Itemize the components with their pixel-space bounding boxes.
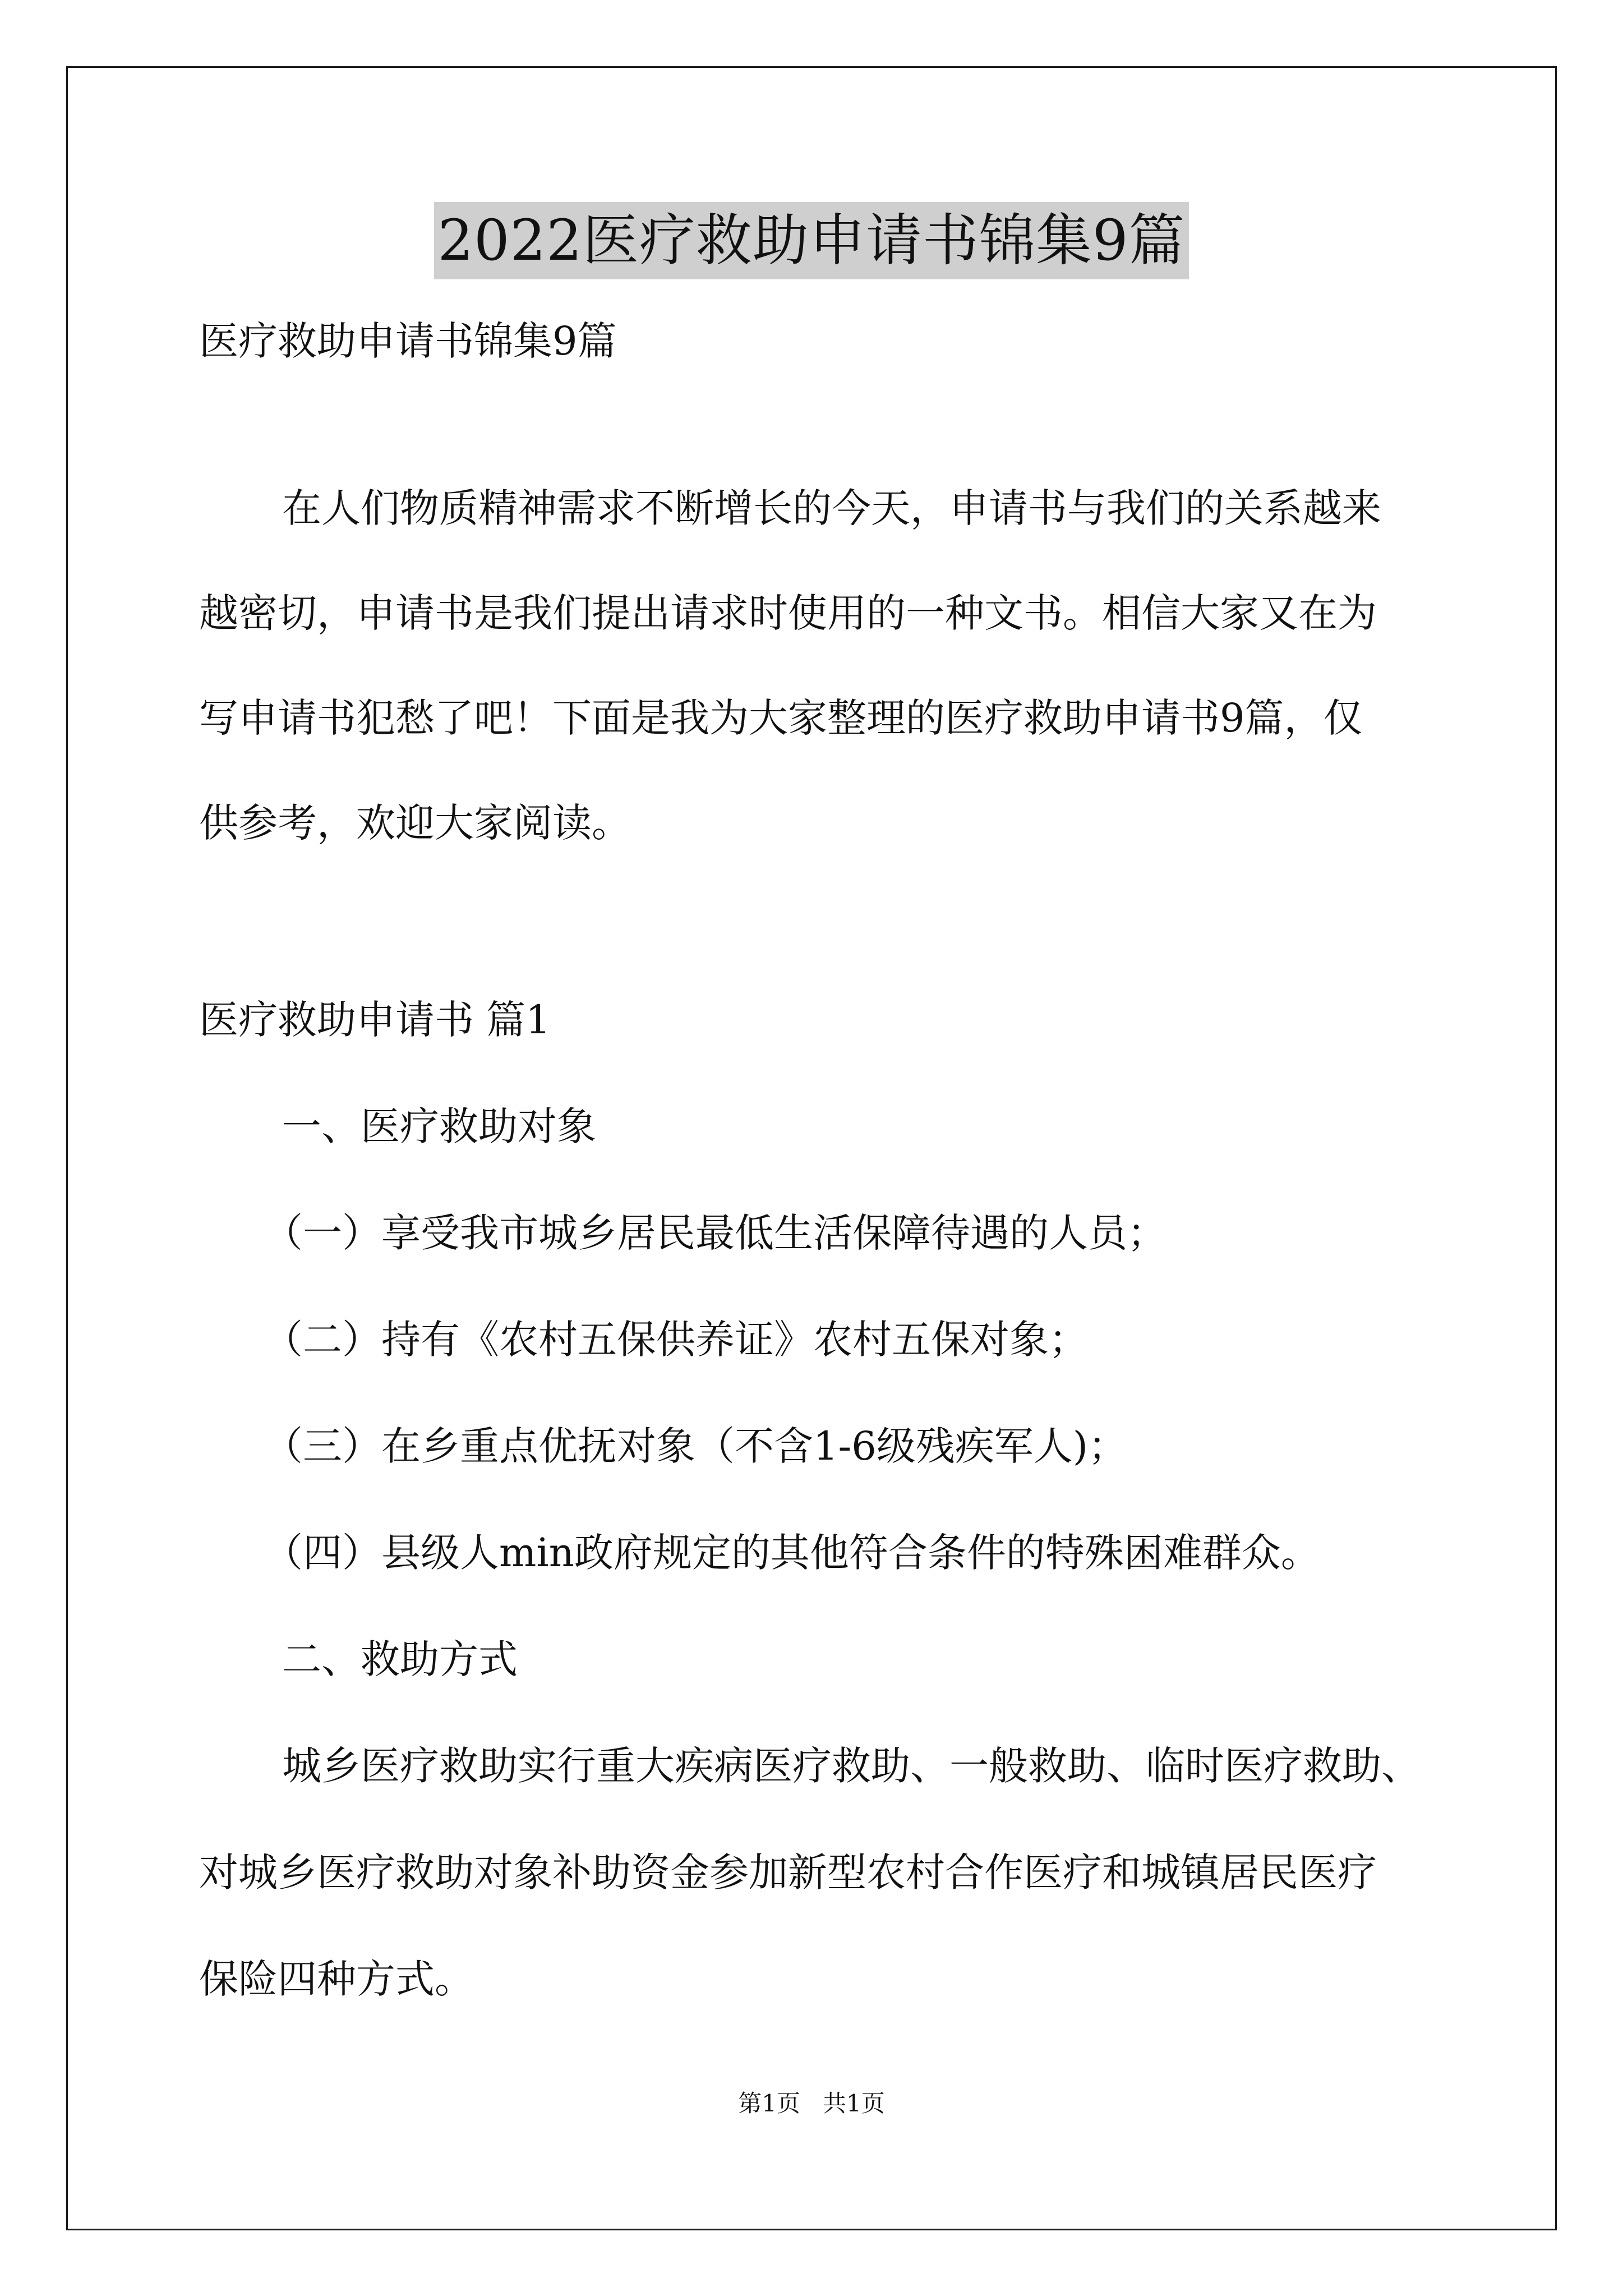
- eligibility-item: （二）持有《农村五保供养证》农村五保对象；: [264, 1317, 1088, 1363]
- intro-line: 在人们物质精神需求不断增长的今天，申请书与我们的关系越来: [282, 485, 1381, 531]
- page-footer: 第1页 共1页: [738, 2090, 885, 2117]
- intro-line: 写申请书犯愁了吧！下面是我为大家整理的医疗救助申请书9篇，仅: [199, 695, 1363, 741]
- part2-heading: 二、救助方式: [282, 1636, 518, 1682]
- eligibility-item: （一）享受我市城乡居民最低生活保障待遇的人员；: [264, 1210, 1166, 1256]
- eligibility-item: （三）在乡重点优抚对象（不含1-6级残疾军人)；: [264, 1423, 1128, 1469]
- section-heading: 医疗救助申请书 篇1: [199, 997, 551, 1043]
- title-container: [0, 202, 1623, 279]
- part1-heading: 一、医疗救助对象: [282, 1103, 596, 1149]
- document-title: 2022医疗救助申请书锦集9篇: [434, 202, 1188, 279]
- intro-line: 越密切，申请书是我们提出请求时使用的一种文书。相信大家又在为: [199, 590, 1377, 636]
- intro-paragraph: [199, 456, 1438, 876]
- part2-line: 保险四种方式。: [199, 1956, 474, 2002]
- part2-line: 城乡医疗救助实行重大疾病医疗救助、一般救助、临时医疗救助、: [282, 1743, 1421, 1789]
- eligibility-item: （四）县级人min政府规定的其他符合条件的特殊困难群众。: [264, 1530, 1320, 1576]
- part2-line: 对城乡医疗救助对象补助资金参加新型农村合作医疗和城镇居民医疗: [199, 1849, 1377, 1895]
- document-subtitle: 医疗救助申请书锦集9篇: [199, 318, 617, 364]
- intro-line: 供参考，欢迎大家阅读。: [199, 800, 631, 846]
